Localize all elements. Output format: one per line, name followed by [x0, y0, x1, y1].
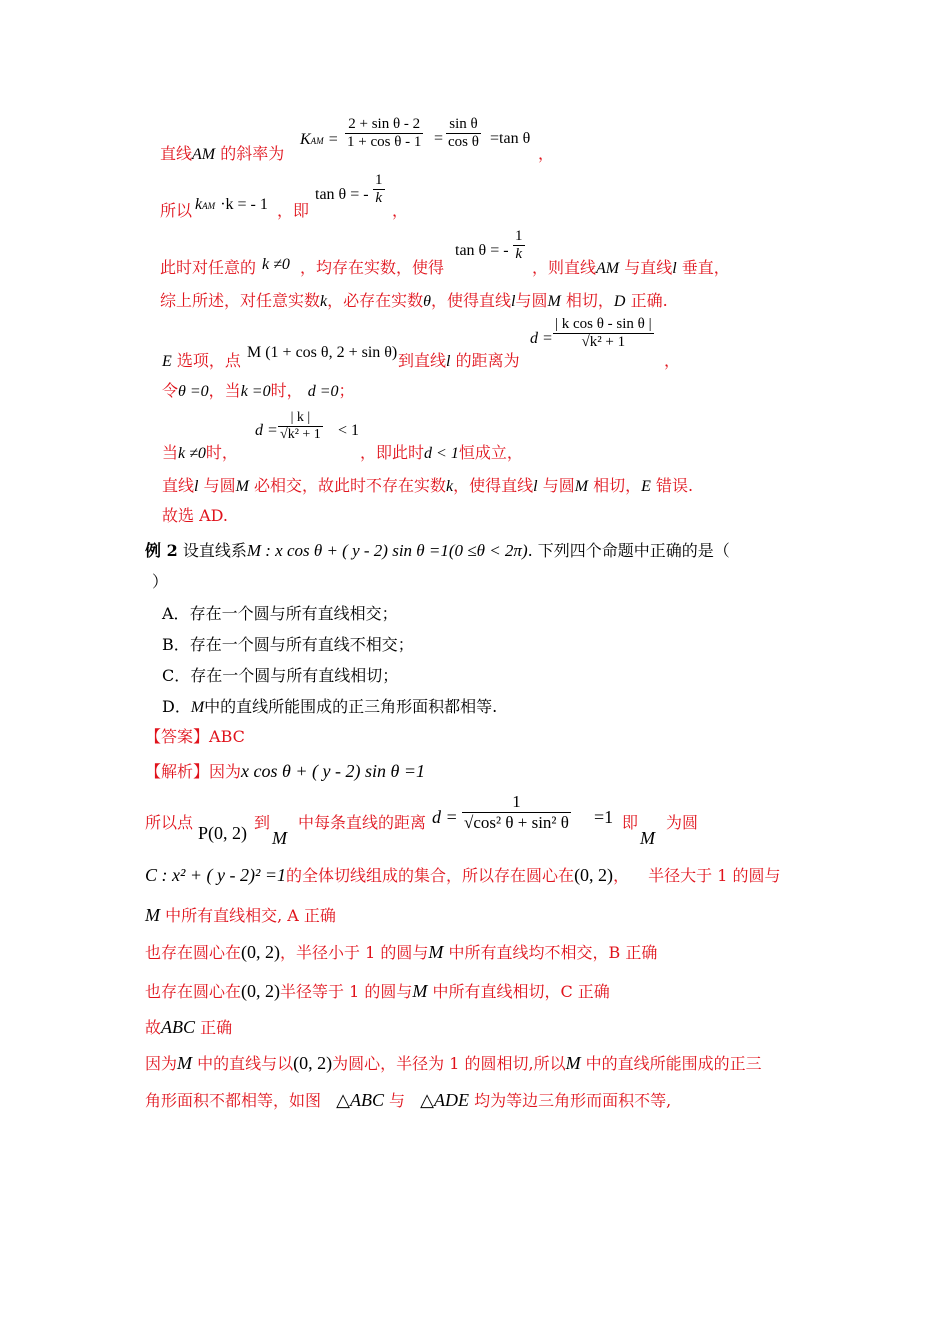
text: 因为	[209, 762, 242, 781]
statement-d-cont	[145, 1089, 671, 1112]
center-point: (0, 2)	[293, 1053, 333, 1073]
math-k-zero: k =0	[240, 383, 271, 400]
text-group	[360, 442, 523, 465]
numerator: | k |	[290, 410, 311, 425]
comma: ，	[664, 351, 681, 370]
triangle-ADE: △ADE	[420, 1090, 469, 1110]
math-M: M	[565, 1053, 581, 1073]
eq-sign: =	[328, 131, 338, 148]
text: 故	[145, 1018, 162, 1037]
option-text: 中的直线所能围成的正三角形面积都相等.	[204, 697, 498, 716]
text: 与	[389, 1091, 406, 1110]
text: 的全体切线组成的集合，所以存在圆心在	[286, 866, 575, 885]
slope-line	[160, 143, 284, 166]
numerator: sin θ	[449, 116, 478, 132]
text: 因为	[145, 1054, 178, 1073]
text: 设直线系	[182, 541, 247, 560]
text: 的斜率为	[220, 144, 285, 163]
math-M: M	[235, 478, 249, 495]
math-M: M	[640, 828, 655, 848]
text: 直线	[160, 144, 193, 163]
math-M: M	[177, 1053, 193, 1073]
eq-one: =1	[594, 807, 614, 827]
option-c	[162, 665, 398, 687]
denominator: √k² + 1	[553, 333, 654, 351]
text: 均为等边三角形而面积不等,	[474, 1091, 672, 1110]
math-M: M	[272, 828, 287, 848]
example-2-heading	[145, 540, 730, 562]
fraction-1-over-k	[373, 172, 385, 207]
text: ；	[338, 381, 355, 400]
math-ABC: ABC	[161, 1017, 196, 1037]
fraction-1-over-k	[513, 228, 525, 263]
math-l: l	[672, 260, 677, 277]
math-theta: θ	[423, 293, 431, 310]
text: 时，	[205, 443, 238, 462]
denominator: k	[513, 245, 525, 263]
statement-d	[145, 1052, 762, 1075]
math-k: k	[446, 478, 454, 495]
analysis-formula: x cos θ + ( y - 2) sin θ =1	[241, 761, 425, 781]
text: 综上所述，对任意实数	[160, 291, 321, 310]
option-text: 存在一个圆与所有直线相切；	[190, 666, 399, 685]
text-group	[532, 257, 730, 280]
circle-line	[145, 864, 781, 887]
math-d-eq: d =	[432, 807, 458, 827]
text: 为圆心，半径为 1 的圆相切,所以	[332, 1054, 566, 1073]
text: 中所有直线相交, A 正确	[165, 906, 336, 925]
lt-one: < 1	[338, 422, 360, 439]
math-d-eq: d =	[255, 422, 278, 439]
text: 角形面积不都相等，如图	[145, 1091, 322, 1110]
option-key: C．	[162, 666, 191, 685]
summary-line	[160, 290, 668, 313]
denominator: cos θ	[448, 134, 479, 150]
math-M: M	[428, 942, 444, 962]
therefore-abc	[145, 1016, 232, 1039]
choose-ad: 故选 AD.	[162, 506, 228, 525]
text: . 下列四个命题中正确的是（	[527, 541, 730, 560]
product-expr	[195, 193, 268, 217]
text: ，必存在实数	[327, 291, 424, 310]
math-k-ne-0: k ≠0	[262, 256, 290, 273]
text: 令	[162, 381, 179, 400]
math-M: M	[547, 293, 561, 310]
option-d	[162, 696, 497, 719]
math-sub: AM	[310, 136, 324, 146]
text: ，	[613, 866, 630, 885]
comma: ，	[392, 201, 409, 220]
fraction-2	[446, 116, 481, 151]
math-M: M	[190, 699, 205, 716]
tan-theta: =tan θ	[490, 130, 531, 147]
math-M: M	[412, 981, 428, 1001]
text: 与圆	[203, 476, 236, 495]
text: 半径大于 1 的圆与	[648, 866, 781, 885]
numerator: 1	[375, 172, 383, 188]
option-b	[162, 634, 414, 656]
analysis-label: 【解析】	[145, 762, 210, 781]
tan-lhs: tan θ = -	[315, 186, 369, 203]
numerator: 2 + sin θ - 2	[348, 116, 421, 132]
let-line	[162, 380, 355, 403]
math-AM: AM	[192, 146, 216, 163]
denominator: 1 + cos θ - 1	[347, 134, 422, 150]
text: 所以点	[145, 813, 194, 832]
option-key: A．	[162, 604, 190, 623]
math-k: k	[195, 196, 203, 213]
tan-lhs: tan θ = -	[455, 242, 509, 259]
text: 中所有直线相切，C 正确	[432, 982, 610, 1001]
numerator: | k cos θ - sin θ |	[555, 316, 652, 332]
text: 中的直线所能围成的正三	[585, 1054, 762, 1073]
math-expr: ·k = - 1	[220, 196, 268, 213]
math-E: E	[162, 353, 172, 370]
text: 错误.	[656, 476, 694, 495]
math-l: l	[511, 293, 516, 310]
text: 的距离为	[455, 351, 520, 370]
text: 中每条直线的距离	[298, 813, 427, 832]
text: 当	[162, 443, 179, 462]
math-sub: AM	[202, 201, 216, 211]
math-M: M	[574, 478, 589, 495]
option-key: D．	[162, 697, 191, 716]
option-text: 存在一个圆与所有直线不相交；	[189, 635, 414, 654]
denominator: √cos² θ + sin² θ	[464, 813, 569, 832]
math-d-zero: d =0	[307, 383, 339, 400]
math-l: l	[533, 478, 538, 495]
center-point: (0, 2)	[241, 981, 281, 1001]
statement-b	[145, 941, 657, 964]
center-point: (0, 2)	[574, 865, 614, 885]
math-AM: AM	[596, 260, 620, 277]
text: 中所有直线均不相交，B 正确	[448, 943, 658, 962]
triangle-ABC: △ABC	[336, 1090, 384, 1110]
paren-close: ）	[152, 572, 169, 591]
text: ，当	[208, 381, 241, 400]
radicand: k² + 1	[589, 334, 626, 350]
text: 直线	[162, 476, 195, 495]
text: 恒成立，	[458, 443, 523, 462]
text: 正确	[200, 1018, 233, 1037]
option-e-line	[162, 350, 241, 373]
text-group	[398, 350, 520, 373]
answer	[145, 726, 245, 748]
text: 相切，	[565, 291, 614, 310]
radicand: cos² θ + sin² θ	[473, 813, 569, 832]
text: 到	[254, 813, 271, 832]
math-d-lt-1: d < 1	[424, 445, 459, 462]
math-D: D	[613, 293, 626, 310]
text: 与圆	[542, 476, 575, 495]
fraction-1	[345, 116, 423, 151]
text: 选项，点	[176, 351, 241, 370]
answer-value: ABC	[209, 727, 245, 746]
text: ，使得直线	[431, 291, 512, 310]
text: 时，	[270, 381, 303, 400]
text: ，即此时	[360, 443, 425, 462]
statement-a	[145, 904, 336, 927]
text: 即	[622, 813, 639, 832]
text: ，使得直线	[453, 476, 534, 495]
point-expr: M (1 + cos θ, 2 + sin θ)	[247, 344, 398, 361]
comma: ，	[538, 144, 555, 163]
math-E: E	[641, 478, 651, 495]
circle-equation: C : x² + ( y - 2)² =1	[145, 865, 287, 885]
text: 中的直线与以	[197, 1054, 294, 1073]
text: 半径等于 1 的圆与	[280, 982, 413, 1001]
text: 所以	[160, 201, 193, 220]
math-l: l	[194, 478, 199, 495]
example-label: 例 2	[145, 541, 178, 560]
analysis	[145, 760, 425, 783]
math-d-eq: d =	[530, 330, 553, 347]
option-a	[162, 603, 398, 625]
text: ，则直线	[532, 258, 597, 277]
statement-c	[145, 980, 610, 1003]
point-P: P(0, 2)	[198, 823, 247, 843]
text: ，半径小于 1 的圆与	[280, 943, 429, 962]
text: 与圆	[515, 291, 548, 310]
text: 相切，	[593, 476, 642, 495]
eq-sign-2: =	[434, 130, 444, 147]
center-point: (0, 2)	[241, 942, 281, 962]
line-family-formula: M : x cos θ + ( y - 2) sin θ =1(0 ≤θ < 2π)	[246, 541, 528, 560]
answer-label: 【答案】	[145, 727, 210, 746]
numerator: 1	[512, 792, 521, 811]
radicand: k² + 1	[287, 427, 321, 442]
text: 到直线	[398, 351, 447, 370]
text: 也存在圆心在	[145, 982, 242, 1001]
math-K: K	[300, 131, 311, 148]
text: 正确.	[630, 291, 668, 310]
conclusion-line	[162, 475, 693, 498]
denominator: k	[373, 189, 385, 207]
distance-fraction	[553, 316, 654, 351]
text: ，即	[277, 201, 310, 220]
math-k-ne-0: k ≠0	[178, 445, 206, 462]
math-theta-zero: θ =0	[178, 383, 209, 400]
k-am-symbol	[300, 128, 338, 152]
distance-fraction	[462, 792, 571, 833]
text: 为圆	[666, 813, 699, 832]
text: ，均存在实数，使得	[300, 258, 445, 277]
text: 也存在圆心在	[145, 943, 242, 962]
denominator: √k² + 1	[280, 427, 321, 442]
fraction-abs-k	[278, 410, 323, 443]
option-key: B．	[162, 635, 190, 654]
numerator: 1	[515, 228, 523, 244]
option-text: 存在一个圆与所有直线相交；	[189, 604, 398, 623]
text: 必相交，故此时不存在实数	[254, 476, 447, 495]
math-k: k	[320, 293, 328, 310]
math-l: l	[446, 353, 451, 370]
text: 与直线	[624, 258, 673, 277]
text: 此时对任意的	[160, 258, 257, 277]
math-M: M	[145, 905, 160, 925]
text: 垂直，	[681, 258, 730, 277]
text-group	[162, 442, 238, 465]
